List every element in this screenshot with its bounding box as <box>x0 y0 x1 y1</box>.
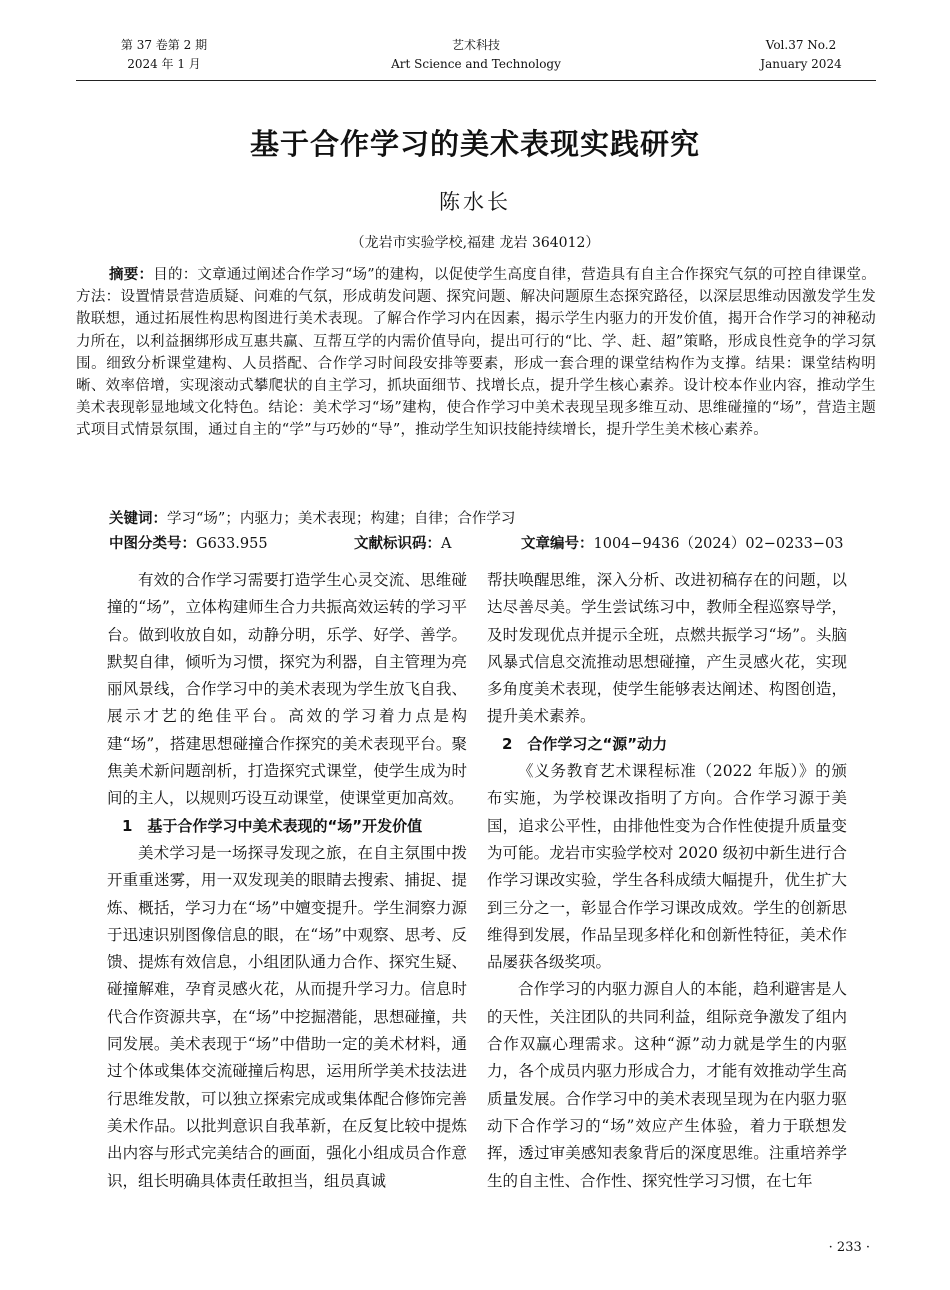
article-affiliation: （龙岩市实验学校,福建 龙岩 364012） <box>350 235 600 251</box>
header-volume-en <box>746 36 856 74</box>
body-paragraph-continued: 帮扶唤醒思维，深入分析、改进初稿存在的问题，以达尽善尽美。学生尝试练习中，教师全程巡察导学，及时发现优点并提示全班，点燃共振学习“场”。头脑风暴式信息交流推动思想碰撞，产生灵感火花，实现多角度美术表现，使学生能够表达阐述、构图创造，提升美术素养。 <box>487 571 847 726</box>
header-journal-en: Art Science and Technology <box>391 57 561 71</box>
body-paragraph: 合作学习的内驱力源自人的本能，趋利避害是人的天性，关注团队的共同利益，组际竞争激发了组内合作双赢心理需求。这种“源”动力就是学生的内驱力，各个成员内驱力形成合力，才能有效推动学生高质量发展。合作学习中的美术表现呈现为在内驱力驱动下合作学习的“场”效应产生体验，着力于联想发挥，透过审美感知表象背后的深度思维。注重培养学生的自主性、合作性、探究性学习习惯，在七年 <box>487 980 847 1190</box>
article-number <box>521 533 843 555</box>
art-label: 文章编号： <box>521 536 594 552</box>
doc-value: A <box>441 536 452 552</box>
keywords-text: 学习“场”；内驱力；美术表现；构建；自律；合作学习 <box>167 511 516 527</box>
art-value: 1004−9436（2024）02−0233−03 <box>593 536 844 552</box>
article-meta <box>109 533 869 555</box>
body-column-left <box>107 567 467 1195</box>
keywords <box>109 508 869 530</box>
article-author: 陈水长 <box>439 190 511 214</box>
abstract-text: 目的：文章通过阐述合作学习“场”的建构，以促使学生高度自律，营造具有自主合作探究气氛的可控自律课堂。方法：设置情景营造质疑、问难的气氛，形成萌发问题、探究问题、解决问题原生态探究路径，以深层思维动因激发学生发散联想，通过拓展性构思构图进行美术表现。了解合作学习内在因素，揭示学生内驱力的开发价值，揭开合作学习的神秘动力所在，以利益捆绑形成互惠共赢、互帮互学的内需价值导向，提出可行的“比、学、赶、超”策略，形成良性竞争的学习氛围。细致分析课堂建构、人员搭配、合作学习时间段安排等要素，形成一套合理的课堂结构作为支撑。结果：课堂结构明晰、效率倍增，实现滚动式攀爬状的自主学习，抓块面细节、找增长点，提升学生核心素养。设计校本作业内容，推动学生美术表现彰显地域文化特色。结论：美术学习“场”建构，使合作学习中美术表现呈现多维互动、思维碰撞的“场”，营造主题式项目式情景氛围，通过自主的“学”与巧妙的“导”，推动学生知识技能持续增长，提升学生美术核心素养。 <box>76 267 876 439</box>
abstract-label: 摘要： <box>109 267 154 283</box>
keywords-label: 关键词： <box>109 511 167 527</box>
header-volume: 第 37 卷第 2 期 <box>120 38 208 52</box>
abstract <box>76 264 876 442</box>
body-column-right <box>487 567 847 1195</box>
section-heading-1: 1 基于合作学习中美术表现的“场”开发价值 <box>122 816 423 835</box>
doc-label: 文献标识码： <box>354 536 441 552</box>
article-title: 基于合作学习的美术表现实践研究 <box>249 127 700 161</box>
body-paragraph: 有效的合作学习需要打造学生心灵交流、思维碰撞的“场”，立体构建师生合力共振高效运转的学习平台。做到收放自如，动静分明，乐学、好学、善学。默契自律，倾听为习惯，探究为利器，自主管理为亮丽风景线，合作学习中的美术表现为学生放飞自我、展示才艺的绝佳平台。高效的学习着力点是构建“场”，搭建思想碰撞合作探究的美术表现平台。聚焦美术新问题剖析，打造探究式课堂，使学生成为时间的主人，以规则巧设互动课堂，使课堂更加高效。 <box>107 571 467 808</box>
doc-code <box>354 533 451 555</box>
running-header <box>76 36 876 81</box>
section-heading-2: 2 合作学习之“源”动力 <box>502 734 668 753</box>
header-journal-cn: 艺术科技 <box>451 38 500 52</box>
page-number: · 233 · <box>828 1240 870 1255</box>
body-paragraph: 《义务教育艺术课程标准（2022 年版）》的颁布实施，为学校课改指明了方向。合作学习源于美国，追求公平性，由排他性变为合作性使提升质量变为可能。龙岩市实验学校对 2020 级初中新生进行合作学习课改实验，学生各科成绩大幅提升，优生扩大到三分之一，彰显合作学习课改成效。学生的创新思维得到发展，作品呈现多样化和创新性特征，美术作品屡获各级奖项。 <box>487 762 847 972</box>
clc-label: 中图分类号： <box>109 536 196 552</box>
header-date: 2024 年 1 月 <box>127 57 201 71</box>
header-vol-no: Vol.37 No.2 <box>765 38 837 52</box>
body-paragraph: 美术学习是一场探寻发现之旅，在自主氛围中拨开重重迷雾，用一双发现美的眼睛去搜索、捕捉、提炼、概括，学习力在“场”中嬗变提升。学生洞察力源于迅速识别图像信息的眼，在“场”中观察、思考、反馈、提炼有效信息，小组团队通力合作、探究生疑、碰撞解难，孕育灵感火花，从而提升学习力。信息时代合作资源共享，在“场”中挖掘潜能，思想碰撞，共同发展。美术表现于“场”中借助一定的美术材料，通过个体或集体交流碰撞后构思，运用所学美术技法进行思维发散，可以独立探索完成或集体配合修饰完善美术作品。以批判意识自我革新，在反复比较中提炼出内容与形式完美结合的画面，强化小组成员合作意识，组长明确具体责任敢担当，组员真诚 <box>107 843 467 1190</box>
header-date-en: January 2024 <box>760 57 842 71</box>
clc-value: G633.955 <box>196 536 268 552</box>
header-journal <box>376 36 576 74</box>
clc-number <box>109 533 268 555</box>
header-volume-info <box>104 36 224 74</box>
